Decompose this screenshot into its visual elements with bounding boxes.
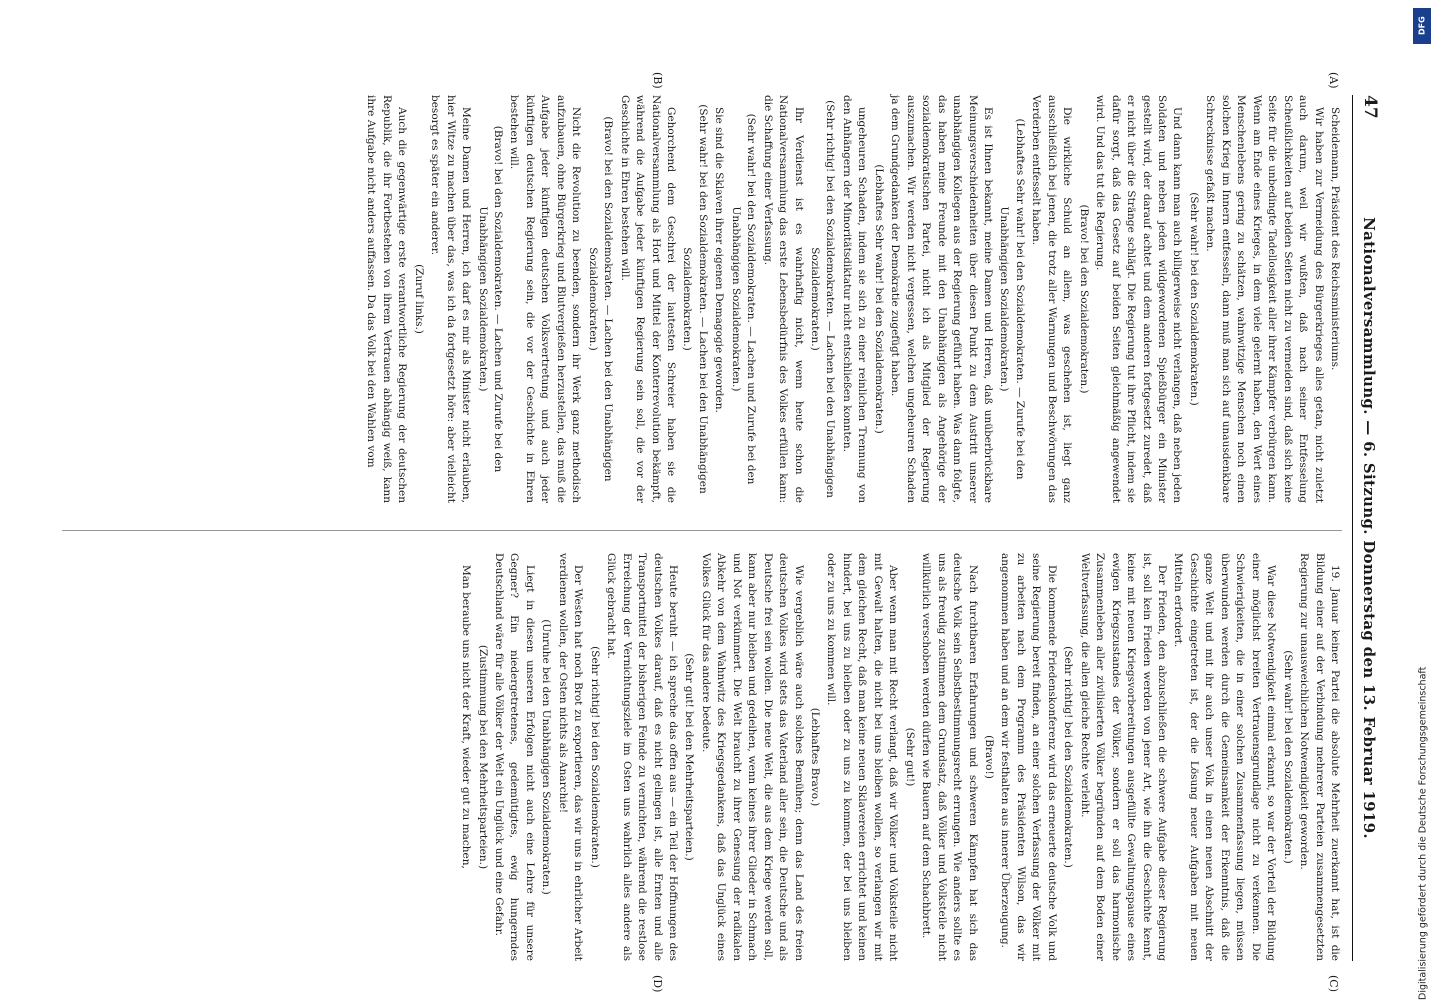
paragraph: (Bravo!) [983, 735, 996, 779]
paragraph: Liegt in diesen unseren Erfolgen nicht auch eine Lehre für unsere Gegner? Ein niedergetretenes, gedemütigtes, ewig hungerndes Deutschland wäre für alle Völker der Welt ein Unglück und eine Gefahr. [492, 553, 536, 961]
paragraph: (Sehr wahr! bei den Sozialdemokraten.) [1281, 650, 1294, 864]
paragraph: Wir haben zur Vermeidung des Bürgerkrieges alles getan, nicht zuletzt auch darum, weil wir wußten, daß nach seiner Entfesselung Scheußlichkeiten auf beiden Seiten nicht zu vermeiden sind, daß sich keine Seite für die unbedingte Tadellosigkeit aller ihrer Kämpfer verbürgen kann. Wenn am Ende eines Krieges, in dem viele gelernt haben, den Wert eines Menschenlebens gering zu schätzen, wahnwitzige Menschen noch einen solchen Krieg im Innern entfesseln, dann muß man sich auf unausdenkbare Schrecknisse gefaßt machen. [1204, 95, 1325, 503]
paragraph: (Lebhaftes Sehr wahr! bei den Sozialdemokraten. — Zurufe bei den Unabhängigen Sozialdemokraten.) [998, 118, 1026, 480]
paragraph: (Sehr richtig! bei den Sozialdemokraten. — Lachen bei den Unabhängigen Sozialdemokraten.) [809, 100, 837, 498]
paragraph: Scheidemann, Präsident des Reichsministeriums. [1329, 107, 1341, 371]
paragraph: 19. Januar keiner Partei die absolute Mehrheit zuerkannt hat, ist die Bildung einer auf der Verbindung mehrerer Parteien zusammengesetzten Regierung zur unausweichlichen Notwendigkeit geworden. [1298, 553, 1341, 961]
paragraph: ungeheuren Schaden, indem sie sich zu einer reinlichen Trennung von den Anhängern der Minoritätsdiktatur nicht entschließen konnten. [840, 95, 869, 503]
paragraph: Der Frieden, den abzuschließen die schwere Aufgabe dieser Regierung ist, soll kein Frieden werden von jener Art, wie ihn die Geschichte kennt, keine mit neuen Kriegsvorbereitungen ausgefüllte Gewaltungspause eines ewigen Kriegszustandes der Völker, sondern er soll das harmonische Zusammenleben aller zivilisierten Völker begründen auf dem Boden einer Weltverfassung, die allen gleiche Rechte verleiht. [1078, 553, 1169, 961]
paragraph: (Zustimmung bei den Mehrheitsparteien.) [476, 644, 489, 870]
paragraph: Sie sind die Sklaven ihrer eigenen Demagogie geworden. [713, 107, 726, 413]
paragraph: Nach furchtbaren Erfahrungen und schweren Kämpfen hat sich das deutsche Volk sein Selbstbestimmungsrecht errungen. Wie anders sollte es uns als freudig zustimmen dem Grundsatz, daß Völker und Volksteile nicht willkürlich verschoben werden dürfen wie Bauern auf dem Schachbrett. [920, 553, 979, 961]
margin-mark-c: (C) [1327, 975, 1340, 992]
digitization-notice: Digitalisierung gefördert durch die Deutsche Forschungsgemeinschaft [1417, 666, 1429, 1000]
paragraph: Aber wenn man mit Recht verlangt, daß wir Völker und Volksteile nicht mit Gewalt halten, die nicht bei uns bleiben wollen, so verlangen wir mit dem gleichen Recht, daß man keine neuen Sklavereien errichtet und keinen hindert, bei uns zu bleiben oder zu uns zu kommen, der bei uns bleiben oder zu uns zu kommen will. [825, 553, 900, 961]
paragraph: Man beraube uns nicht der Kraft, wieder gut zu machen, [460, 565, 473, 869]
header-title: Nationalversammlung. — 6. Sitzung. Donnerstag den 13. Februar 1919. [1360, 217, 1378, 839]
left-text-column [362, 95, 1342, 503]
paragraph: (Unruhe bei den Unabhängigen Sozialdemokraten.) [540, 619, 553, 895]
page-header [1352, 95, 1382, 961]
margin-mark-a: (A) [1327, 72, 1340, 89]
paragraph: (Sehr wahr! bei den Sozialdemokraten.) [1187, 192, 1200, 406]
margin-mark-d: (D) [651, 975, 664, 993]
paragraph: (Bravo! bei den Sozialdemokraten. — Lachen bei den Unabhängigen Sozialdemokraten.) [586, 116, 615, 482]
paragraph: (Sehr wahr! bei den Sozialdemokraten. — Lachen bei den Unabhängigen Sozialdemokraten.) [681, 104, 709, 494]
paragraph: Nicht die Revolution zu beenden, sondern ihr Werk ganz methodisch aufzubauen, ohne Bürgerkrieg und Blutvergießen herzustellen, das muß die Aufgabe jeder künftigen deutschen Volksvertretung und auch jeder künftigen deutschen Regierung sein, die vor der Geschichte in Ehren bestehen will. [508, 95, 583, 503]
paragraph: (Bravo! bei den Sozialdemokraten. — Lachen und Zurufe bei den Unabhängigen Sozialdemokraten.) [476, 125, 504, 473]
paragraph: Es ist Ihnen bekannt, meine Damen und Herren, daß unüberbrückbare Meinungsverschiedenheiten über diesen Punkt zu dem Austritt unserer unabhängigen Kollegen aus der Regierung geführt haben. Was dann folgte, das haben meine Freunde mit den Unabhängigen als Angehörige der sozialdemokratischen Partei, nicht ich als Mitglied der Regierung auszumachen. Wir werden nicht vergessen, welchen ungeheuren Schaden ja dem Grundgedanken der Demokratie zugefügt haben. [889, 95, 995, 503]
paragraph: Die kommende Friedenskonferenz wird das erneuerte deutsche Volk und seine Regierung bereit finden, an einer solchen Verfassung der Völker mit zu arbeiten nach dem Programm des Präsidenten Wilson, das wir angenommen haben und an dem wir festhalten aus innerer Überzeugung. [999, 553, 1058, 961]
column-divider [62, 530, 1342, 531]
paragraph: Ihr Verdienst ist es wahrhaftig nicht, wenn heute schon die Nationalversammlung das erste Lebensbedürfnis des Volkes erfüllen kann: die Schaffung einer Verfassung. [761, 95, 805, 503]
paragraph: War diese Notwendigkeit einmal erkannt, so war der Vorteil der Bildung einer möglichst breiten Vertrauensgrundlage nicht zu verkennen. Die Schwierigkeiten, die in einer solchen Zusammenfassung liegen, müssen überwunden werden durch die Gemeinsamkeit der Erkenntnis, daß die ganze Welt und mit ihr auch unser Volk in einen neuen Abschnitt der Geschichte eingetreten ist, der die Lösung neuer Aufgaben mit neuen Mitteln erfordert. [1172, 553, 1278, 961]
paragraph: Meine Damen und Herren, ich darf es mir als Minister nicht erlauben, hier Witze zu machen über das, was ich da fortgesetzt höre: aber vielleicht besorgt es später ein anderer. [429, 95, 473, 503]
paragraph: Die wirkliche Schuld an allem, was geschehen ist, liegt ganz ausschließlich bei jenen, die trotz aller Warnungen und Beschwörungen das Verderben entfesselt haben. [1030, 95, 1074, 503]
paragraph: (Sehr richtig! bei den Sozialdemokraten.) [1062, 646, 1075, 868]
paragraph: Auch die gegenwärtige erste verantwortliche Regierung der deutschen Republik, die ihr Fortbestehen von ihrem Vertrauen abhängig weiß, kann ihre Aufgabe nicht anders auffassen. Da das Volk bei den Wahlen vom [365, 95, 409, 503]
paragraph: (Sehr wahr! bei den Sozialdemokraten. — Lachen und Zurufe bei den Unabhängigen Sozialdemokraten.) [729, 113, 758, 485]
paragraph: (Lebhaftes Bravo.) [809, 707, 822, 807]
paragraph: (Bravo! bei den Sozialdemokraten.) [1077, 204, 1090, 394]
paragraph: Gehorchend dem Geschrei der lautesten Schreier haben sie die Nationalversammlung als Hort und Mittel der Konterrevolution bekämpft, während die Aufgabe jeder künftigen Regierung sein soll, die vor der Geschichte in Ehren bestehen will. [618, 95, 677, 503]
paragraph: Wie vergeblich wäre auch solches Bemühen; denn das Land des freien deutschen Volkes wird stets das Vaterland aller sein, die Deutsche und als Deutsche frei sein wollen. Die neue Welt, die aus dem Kriege werden soll, kann aber nur bleiben und gedeihen, wenn keines ihrer Glieder in Schmach und Not verkümmert. Die Welt braucht zu ihrer Genesung der radikalen Abkehr von dem Wahnwitz des Kriegsgedankens, daß das Unglück eines Volkes Glück für das andere bedeute. [699, 553, 805, 961]
paragraph: Heute beruht — ich spreche das offen aus — ein Teil der Hoffnungen des deutschen Volkes darauf, daß es nicht gelingen ist, alle Ernten und alle Transportmittel der bisherigen Feinde zu vernichten, während die restlose Erreichung der Vernichtungsziele im Osten uns wahrlich alles andere als Glück gebracht hat. [605, 553, 679, 961]
paragraph: (Lebhaftes Sehr wahr! bei den Sozialdemokraten.) [872, 164, 885, 434]
paragraph: Der Westen hat noch Brot zu exportieren, das wir uns in ehrlicher Arbeit verdienen wollen, der Osten nichts als Anarchie! [556, 553, 585, 961]
paragraph: (Sehr gut! bei den Mehrheitsparteien.) [683, 653, 696, 861]
paragraph: (Sehr gut!) [903, 727, 916, 787]
margin-mark-b: (B) [651, 72, 664, 89]
digitization-sidebar [1410, 0, 1434, 1000]
paragraph: (Sehr richtig! bei den Sozialdemokraten.) [588, 646, 601, 868]
dfg-logo: DFG [1413, 8, 1431, 44]
right-text-column [457, 553, 1342, 961]
paragraph: Und dann kann man auch billigerweise nicht verlangen, daß neben jeden Soldaten und neben jeden wildgewordenen Spießbürger ein Minister gestellt wird, der darauf achtet und dem anderen fortgesetzt zuredet, daß er nicht über die Stränge schlägt. Die Regierung tut ihre Pflicht, indem sie dafür sorgt, daß das Gesetz auf beiden Seiten gleichmäßig angewendet wird. Und das tut die Regierung. [1094, 95, 1184, 503]
page-number: 47 [1360, 95, 1380, 119]
paragraph: (Zuruf links.) [412, 264, 425, 334]
document-page [24, 0, 1434, 1000]
